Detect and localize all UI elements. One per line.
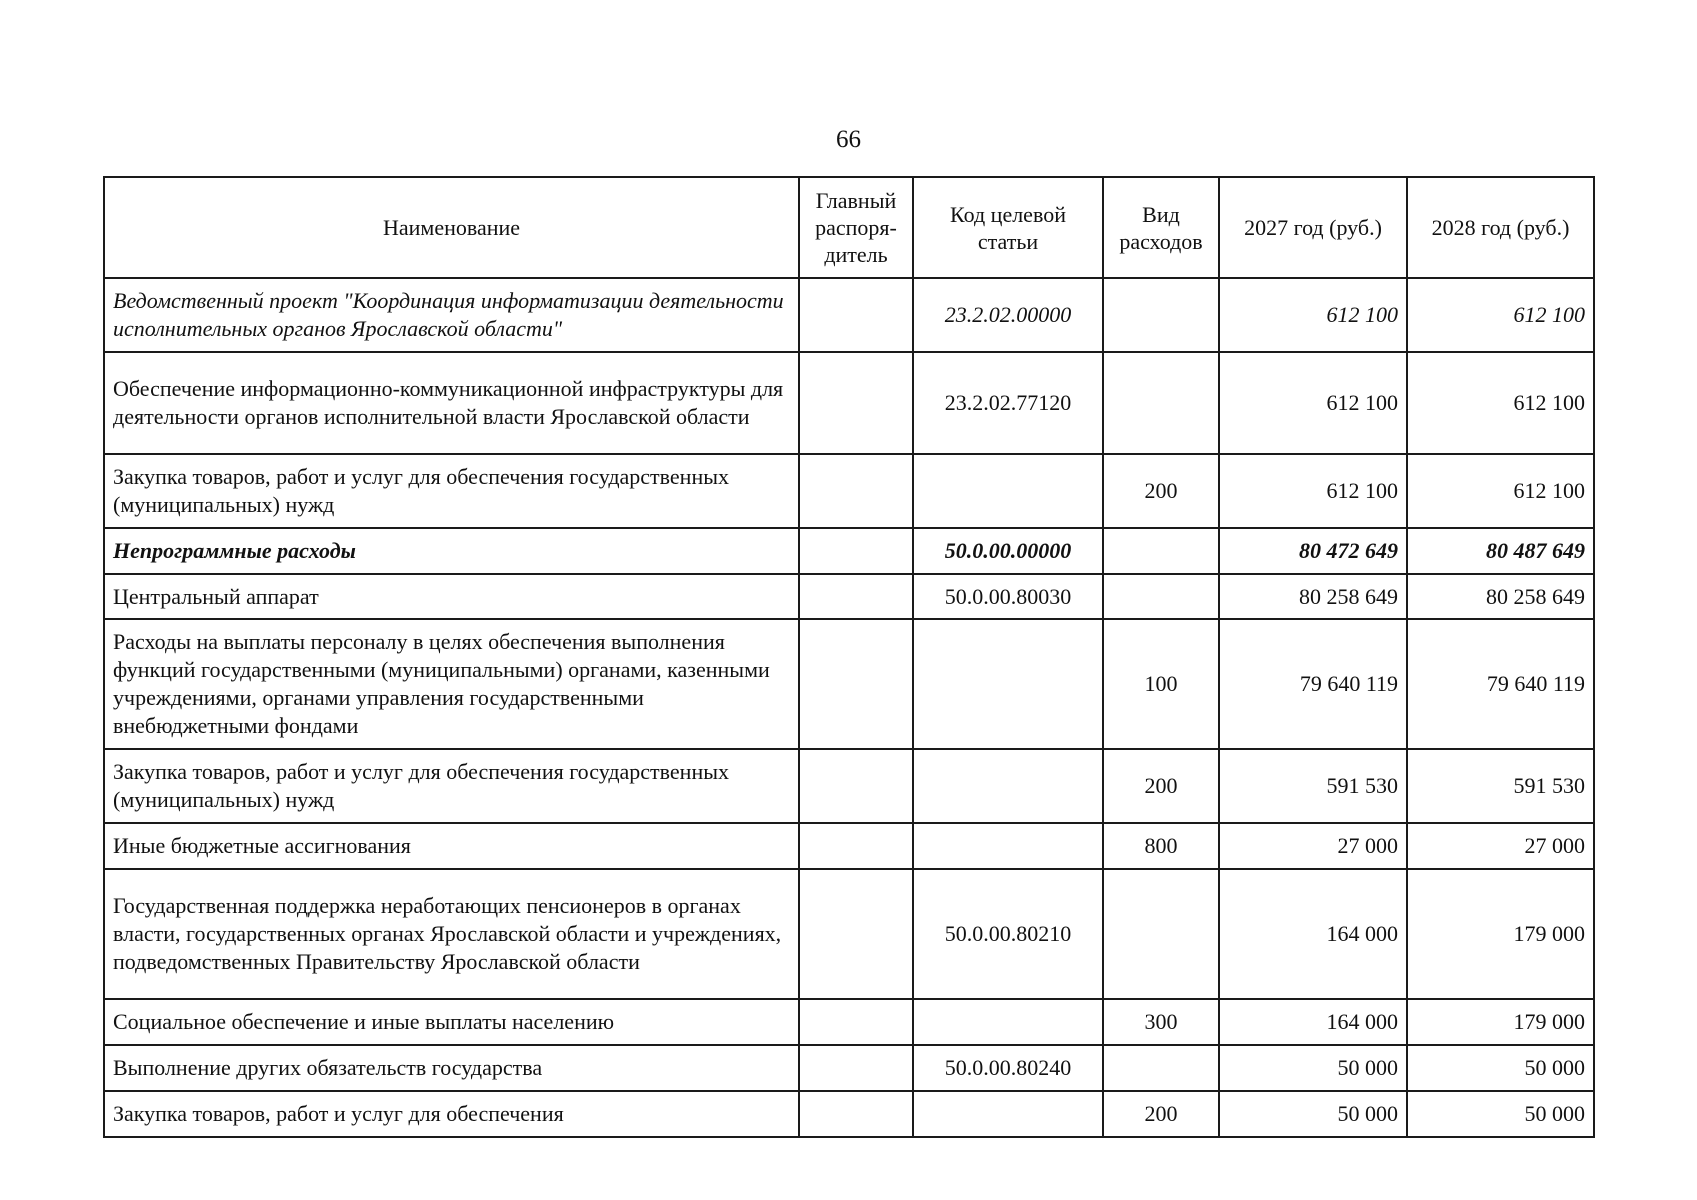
- header-name: Наименование: [104, 177, 799, 278]
- row-grbs: [799, 454, 913, 528]
- row-kind: 100: [1103, 619, 1219, 749]
- row-2027: 164 000: [1219, 869, 1407, 999]
- row-2027: 80 258 649: [1219, 574, 1407, 619]
- row-2027: 80 472 649: [1219, 528, 1407, 574]
- row-2028: 80 487 649: [1407, 528, 1594, 574]
- row-name: Государственная поддержка неработающих пенсионеров в органах власти, государственных органах Ярославской области и учреждениях, подведомственных Правительству Ярославской области: [104, 869, 799, 999]
- row-2027: 612 100: [1219, 454, 1407, 528]
- row-kind: [1103, 528, 1219, 574]
- row-name: Социальное обеспечение и иные выплаты населению: [104, 999, 799, 1045]
- row-grbs: [799, 823, 913, 869]
- table-row: [104, 869, 1594, 999]
- header-kind: Вид расходов: [1103, 177, 1219, 278]
- row-name: Расходы на выплаты персоналу в целях обеспечения выполнения функций государственными (муниципальными) органами, казенными учреждениями, органами управления государственными внебюджетными фондами: [104, 619, 799, 749]
- row-grbs: [799, 1091, 913, 1137]
- row-kind: 300: [1103, 999, 1219, 1045]
- header-2027: 2027 год (руб.): [1219, 177, 1407, 278]
- row-name: Непрограммные расходы: [104, 528, 799, 574]
- row-2028: 27 000: [1407, 823, 1594, 869]
- row-grbs: [799, 749, 913, 823]
- row-2028: 612 100: [1407, 454, 1594, 528]
- row-code: [913, 619, 1103, 749]
- row-kind: [1103, 574, 1219, 619]
- row-grbs: [799, 352, 913, 454]
- page-number: 66: [836, 126, 861, 153]
- row-grbs: [799, 869, 913, 999]
- row-grbs: [799, 528, 913, 574]
- table-row: [104, 278, 1594, 352]
- row-2028: 79 640 119: [1407, 619, 1594, 749]
- row-2028: 612 100: [1407, 352, 1594, 454]
- row-2028: 50 000: [1407, 1045, 1594, 1091]
- header-2028: 2028 год (руб.): [1407, 177, 1594, 278]
- row-kind: [1103, 278, 1219, 352]
- row-name: Закупка товаров, работ и услуг для обеспечения государственных (муниципальных) нужд: [104, 749, 799, 823]
- row-2027: 79 640 119: [1219, 619, 1407, 749]
- table-row: [104, 352, 1594, 454]
- table-row: [104, 454, 1594, 528]
- row-code: 23.2.02.00000: [913, 278, 1103, 352]
- table-row: [104, 1045, 1594, 1091]
- row-code: [913, 1091, 1103, 1137]
- row-name: Ведомственный проект "Координация информатизации деятельности исполнительных органов Ярославской области": [104, 278, 799, 352]
- budget-table: [103, 176, 1595, 1138]
- row-grbs: [799, 619, 913, 749]
- row-2028: 591 530: [1407, 749, 1594, 823]
- row-kind: [1103, 869, 1219, 999]
- row-name: Закупка товаров, работ и услуг для обеспечения государственных (муниципальных) нужд: [104, 454, 799, 528]
- row-code: 50.0.00.80210: [913, 869, 1103, 999]
- table-row: [104, 528, 1594, 574]
- header-grbs: Главный распоря-дитель: [799, 177, 913, 278]
- row-2028: 179 000: [1407, 869, 1594, 999]
- row-code: 23.2.02.77120: [913, 352, 1103, 454]
- row-grbs: [799, 574, 913, 619]
- table-row: [104, 619, 1594, 749]
- row-kind: 200: [1103, 454, 1219, 528]
- row-grbs: [799, 999, 913, 1045]
- row-2027: 27 000: [1219, 823, 1407, 869]
- row-2027: 164 000: [1219, 999, 1407, 1045]
- row-name: Обеспечение информационно-коммуникационной инфраструктуры для деятельности органов исполнительной власти Ярославской области: [104, 352, 799, 454]
- row-name: Иные бюджетные ассигнования: [104, 823, 799, 869]
- row-2027: 50 000: [1219, 1045, 1407, 1091]
- row-code: 50.0.00.80240: [913, 1045, 1103, 1091]
- row-2028: 612 100: [1407, 278, 1594, 352]
- row-code: 50.0.00.80030: [913, 574, 1103, 619]
- row-grbs: [799, 278, 913, 352]
- row-kind: 200: [1103, 749, 1219, 823]
- table-row: [104, 823, 1594, 869]
- row-2027: 591 530: [1219, 749, 1407, 823]
- header-code: Код целевой статьи: [913, 177, 1103, 278]
- table-row: [104, 574, 1594, 619]
- row-2028: 80 258 649: [1407, 574, 1594, 619]
- row-2028: 50 000: [1407, 1091, 1594, 1137]
- table-row: [104, 999, 1594, 1045]
- row-code: [913, 823, 1103, 869]
- row-code: [913, 749, 1103, 823]
- row-2027: 50 000: [1219, 1091, 1407, 1137]
- table-header-row: [104, 177, 1594, 278]
- row-2028: 179 000: [1407, 999, 1594, 1045]
- row-name: Закупка товаров, работ и услуг для обеспечения: [104, 1091, 799, 1137]
- row-2027: 612 100: [1219, 278, 1407, 352]
- table-row: [104, 749, 1594, 823]
- row-name: Выполнение других обязательств государства: [104, 1045, 799, 1091]
- row-grbs: [799, 1045, 913, 1091]
- row-2027: 612 100: [1219, 352, 1407, 454]
- row-code: 50.0.00.00000: [913, 528, 1103, 574]
- row-kind: [1103, 1045, 1219, 1091]
- row-code: [913, 999, 1103, 1045]
- row-name: Центральный аппарат: [104, 574, 799, 619]
- row-kind: 200: [1103, 1091, 1219, 1137]
- table-row: [104, 1091, 1594, 1137]
- row-code: [913, 454, 1103, 528]
- row-kind: 800: [1103, 823, 1219, 869]
- row-kind: [1103, 352, 1219, 454]
